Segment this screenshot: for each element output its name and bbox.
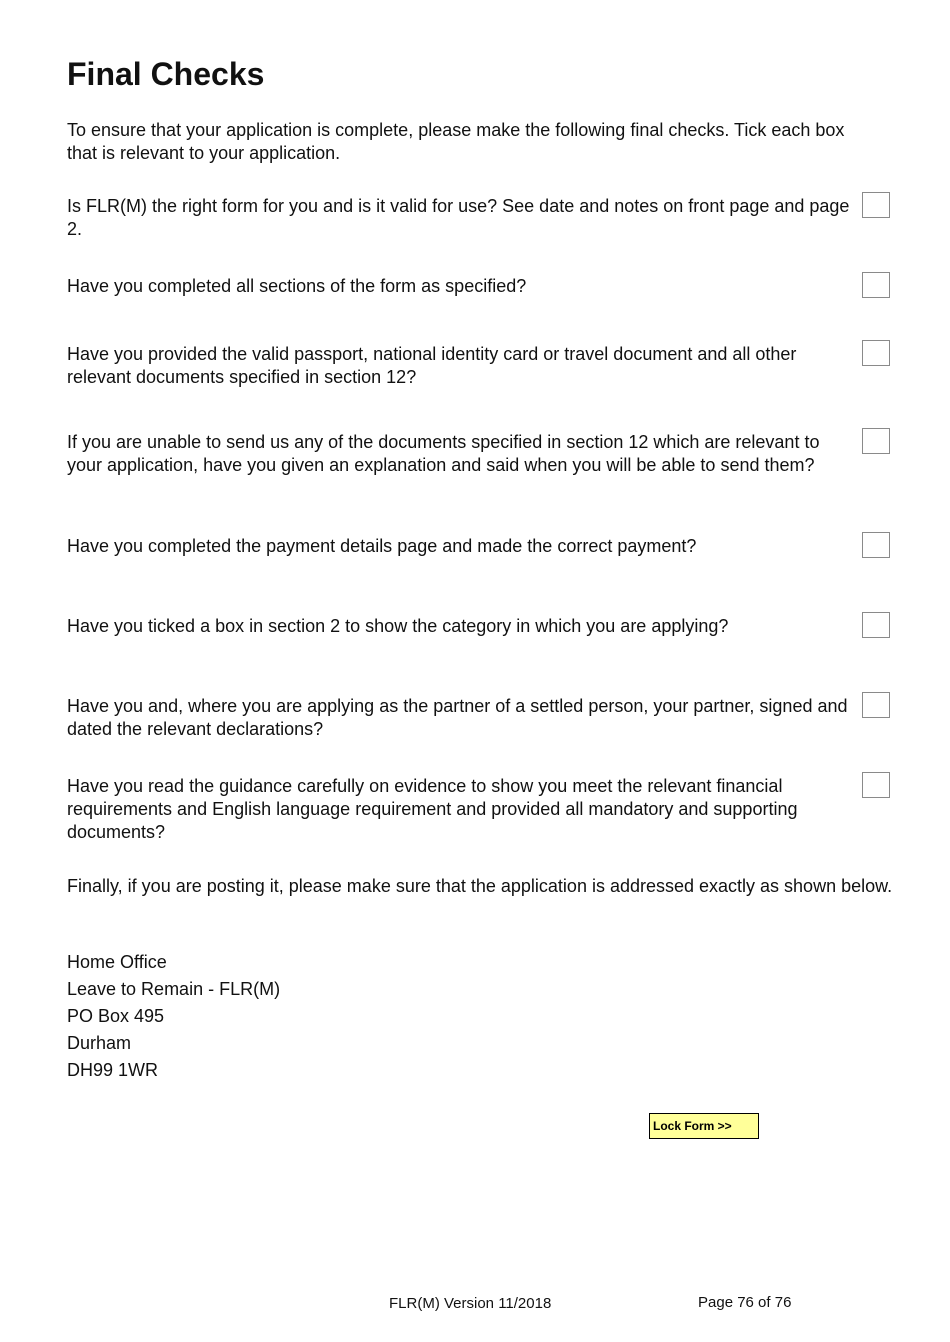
check-question-documents-provided: Have you provided the valid passport, national identity card or travel document and all other relevant documents specified in section 12? <box>67 344 797 387</box>
lock-form-button[interactable]: Lock Form >> <box>649 1113 759 1139</box>
check-question-payment: Have you completed the payment details page and made the correct payment? <box>67 536 697 556</box>
address-line: PO Box 495 <box>67 1006 165 1026</box>
checkbox-documents-provided[interactable] <box>862 340 890 366</box>
check-question-financial-evidence: Have you read the guidance carefully on evidence to show you meet the relevant financial requirements and English language requirement and provided all mandatory and supporting documents? <box>67 776 798 842</box>
checkbox-form-validity[interactable] <box>862 192 890 218</box>
checkbox-sections-completed[interactable] <box>862 272 890 298</box>
checkbox-payment[interactable] <box>862 532 890 558</box>
checkbox-category[interactable] <box>862 612 890 638</box>
check-question-form-validity: Is FLR(M) the right form for you and is it valid for use? See date and notes on front page and page 2. <box>67 196 850 239</box>
checkbox-financial-evidence[interactable] <box>862 772 890 798</box>
check-question-declarations: Have you and, where you are applying as the partner of a settled person, your partner, signed and dated the relevant declarations? <box>67 696 848 739</box>
final-note: Finally, if you are posting it, please make sure that the application is addressed exactly as shown below. <box>67 876 893 896</box>
address-line: Durham <box>67 1033 132 1053</box>
address-line: Leave to Remain - FLR(M) <box>67 979 281 999</box>
checkbox-declarations[interactable] <box>862 692 890 718</box>
intro-text: To ensure that your application is complete, please make the following final checks. Tick each box that is relevant to your application. <box>67 120 845 163</box>
check-question-sections-completed: Have you completed all sections of the form as specified? <box>67 276 527 296</box>
address-line: Home Office <box>67 952 167 972</box>
footer-page-number: Page 76 of 76 <box>698 1294 792 1311</box>
footer-version: FLR(M) Version 11/2018 <box>389 1295 552 1312</box>
checkbox-missing-documents[interactable] <box>862 428 890 454</box>
address-postcode: DH99 1WR <box>67 1060 159 1080</box>
page-title: Final Checks <box>67 56 265 92</box>
postal-address <box>67 949 280 1084</box>
check-question-category: Have you ticked a box in section 2 to show the category in which you are applying? <box>67 616 729 636</box>
check-question-missing-documents: If you are unable to send us any of the documents specified in section 12 which are relevant to your application, have you given an explanation and said when you will be able to send them? <box>67 432 820 475</box>
